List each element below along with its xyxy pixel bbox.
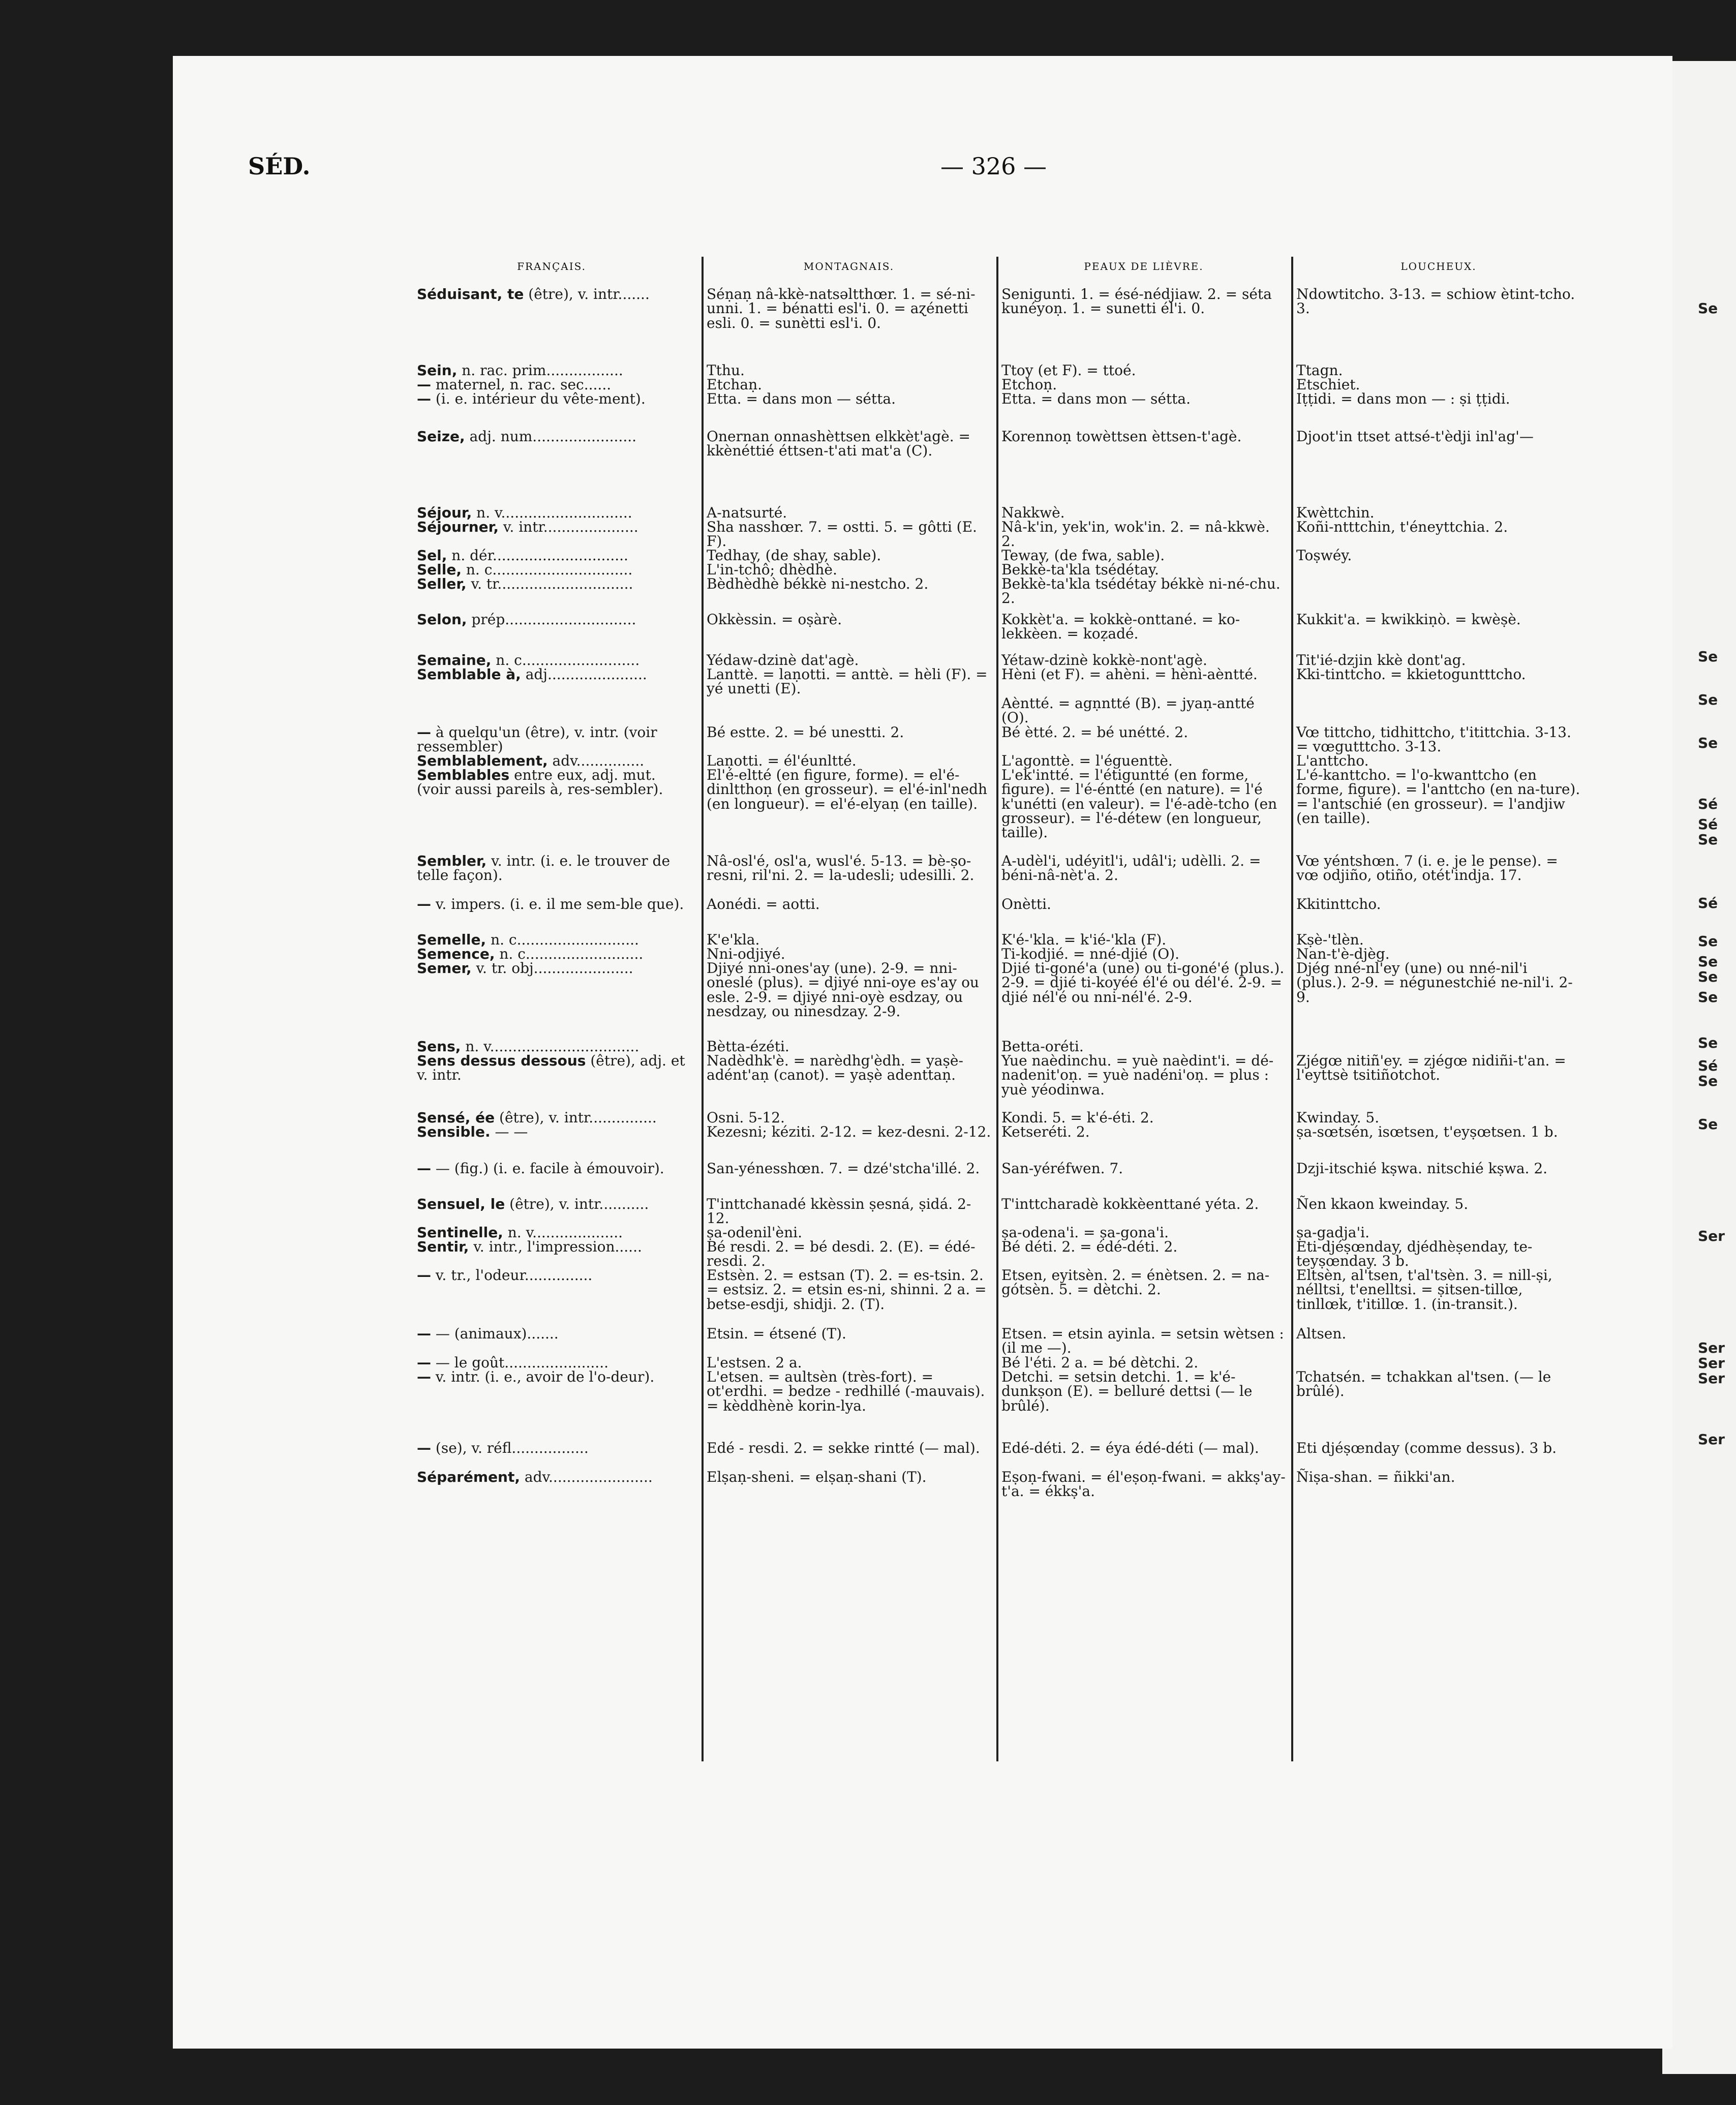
translation-pl: ṣa-odena'i. = ṣa-gona'i. [1001,1224,1169,1241]
column-divider [996,257,998,1761]
translation-lo: Iṭṭidi. = dans mon — : ṣi ṭṭidi. [1296,390,1510,407]
translation-mo: ṣa-odenil'èni. [707,1224,802,1241]
translation-pl: K'é-'kla. = k'ié-'kla (F). [1001,931,1167,948]
headword-gloss: v. intr. (i. e., avoir de l'o-deur). [435,1368,655,1385]
translation-mo: K'e'kla. [707,931,760,948]
translation-pl: Nâ-k'in, yek'in, wok'in. 2. = nâ-kkwè. 2. [1001,518,1270,550]
entry-headword [417,961,691,975]
headword-gloss: n. c.......................... [499,945,644,962]
entry-headword [417,392,691,406]
translation-mo: Aonédi. = aotti. [707,896,820,912]
translation-lo: Eti-djéṣœnday, djédhèṣenday, te-teyṣœnday. 3 b. [1296,1238,1533,1270]
facing-page-fragment: Se [1698,300,1718,317]
headword: Sel, [417,547,447,564]
translation-lo: Ñiṣa-shan. = ñikki'an. [1296,1469,1455,1485]
headword-gloss: n. v.................... [507,1224,623,1241]
facing-page-fragment: Se [1698,1073,1718,1089]
headword: Sensible. [417,1123,491,1140]
translation-pl: Korennoṇ towèttsen èttsen-t'agè. [1001,428,1242,445]
headword: Semblables [417,767,510,783]
headword-gloss: entre eux, adj. mut. (voir aussi pareils à, res-sembler). [417,767,663,798]
facing-page-fragment: Sé [1698,895,1718,911]
translation-lo: L'é-kanttcho. = l'o-kwanttcho (en forme, figure). = l'anttcho (en na-ture). = l'antschié (en grosseur). = l'andjiw (en taille). [1296,767,1580,827]
headword-gloss: (être), v. intr............... [499,1109,657,1126]
headword: Selle, [417,561,462,578]
headword-gloss: maternel, n. rac. sec...... [435,376,612,393]
translation-mo: Sha nasshœr. 7. = ostti. 5. = gôtti (E. F). [707,518,977,550]
translation-mo: Etsin. = étsené (T). [707,1325,846,1342]
translation-mo: Yédaw-dzinè dat'agè. [707,652,859,668]
translation-pl: Ti-kodjié. = nné-djié (O). [1001,945,1180,962]
headword: Sens, [417,1038,461,1055]
entry-headword [417,1125,691,1139]
translation-mo: Edé - resdi. 2. = sekke rintté (— mal). [707,1440,980,1456]
translation-pl: Yétaw-dzinè kokkè-nont'agè. [1001,652,1207,668]
entry-headword [417,430,691,444]
translation-lo: Etschiet. [1296,376,1360,393]
translation-pl: Bé l'éti. 2 a. = bé dètchi. 2. [1001,1354,1199,1371]
translation-lo: Djég nné-nl'ey (une) ou nné-nil'i (plus.). 2-9. = négunestchié ne-nil'i. 2-9. [1296,960,1573,1005]
translation-mo: Bé resdi. 2. = bé desdi. 2. (E). = édé-resdi. 2. [707,1238,976,1270]
column-header-peaux-de-lievre: PEAUX DE LIÈVRE. [1084,260,1204,272]
headword-gloss: — — [495,1123,528,1140]
translation-mo: L'etsen. = aultsèn (très-fort). = ot'erdhi. = bedze - redhillé (-mauvais). = kèddhènè korin-lya. [707,1368,985,1414]
translation-pl: L'agonttè. = l'éguenttè. [1001,752,1173,769]
translation-lo: Kwèttchin. [1296,504,1375,521]
translation-mo: Okkèssin. = oṣàrè. [707,611,842,628]
facing-page-fragment: Ser [1698,1370,1725,1387]
translation-mo: L'in-tchô; dhèdhè. [707,561,837,578]
translation-pl: T'inttcharadè kokkèenttané yéta. 2. [1001,1196,1259,1212]
headword: Sensuel, le [417,1196,505,1212]
headword: — [417,1267,431,1284]
translation-pl: Djié ti-goné'a (une) ou ti-goné'é (plus.). 2-9. = djié ti-koyéé él'é ou dél'é. 2-9. = djié nél'é ou nni-nél'é. 2-9. [1001,960,1285,1005]
translation-lo: Kukkit'a. = kwikkiṇò. = kwèṣè. [1296,611,1521,628]
headword-gloss: n. c.......................... [496,652,640,668]
facing-page-fragment: Sé [1698,816,1718,833]
translation-lo: Kwinday. 5. [1296,1109,1380,1126]
facing-page-fragment: Se [1698,735,1718,751]
headword-gloss: — le goût....................... [435,1354,609,1371]
headword-gloss: (être), v. intr....... [528,286,650,302]
headword-gloss: n. rac. prim................. [462,362,623,379]
translation-lo: Zjégœ nitiñ'ey. = zjégœ nidiñi-t'an. = l'eyttsè tsitiñotchot. [1296,1052,1566,1084]
facing-page-fragment: Se [1698,691,1718,708]
headword: — [417,1325,431,1342]
translation-pl: Teway, (de fwa, sable). [1001,547,1165,564]
translation-mo: Elṣaṇ-sheni. = elṣaṇ-shani (T). [707,1469,927,1485]
translation-pl: L'ek'intté. = l'étiguntté (en forme, figure). = l'é-éntté (en nature). = l'é k'unétti (en valeur). = l'é-adè-tcho (en grosseur). = l'é-détew (en longueur, taille). [1001,767,1277,841]
translation-mo: Bé estte. 2. = bé unestti. 2. [707,724,904,741]
translation-pl: San-yéréfwen. 7. [1001,1160,1123,1177]
headword-gloss: (être), v. intr........... [509,1196,649,1212]
headword-gloss: n. dér.............................. [451,547,628,564]
headword: Séjourner, [417,518,499,535]
headword: Sentir, [417,1238,469,1255]
translation-mo: Osni. 5-12. [707,1109,785,1126]
translation-lo: Tit'ié-dzjin kkè dont'ag. [1296,652,1466,668]
facing-page-fragment: Se [1698,1116,1718,1133]
translation-mo: Bèdhèdhè békkè ni-nestcho. 2. [707,575,929,592]
column-divider [702,257,704,1761]
entry-headword [417,1370,691,1384]
headword-gloss: adj. num....................... [469,428,637,445]
translation-lo: Ttagn. [1296,362,1343,379]
translation-pl: Detchi. = setsin detchi. 1. = k'é-dunkṣon (E). = belluré dettsi (— le brûlé). [1001,1368,1253,1414]
headword-gloss: adj...................... [525,666,647,683]
translation-mo: Onernan onnashèttsen elkkèt'agè. = kkènéttié éttsen-t'ati mat'a (C). [707,428,970,460]
translation-lo: Vœ yéntshœn. 7 (i. e. je le pense). = vœ odjiño, otiño, otét'indja. 17. [1296,852,1558,884]
headword: Semblable à, [417,666,521,683]
translation-lo: ṣa-gadja'i. [1296,1224,1369,1241]
entry-headword [417,1470,691,1484]
headword: — [417,1440,431,1456]
translation-pl: A-udèl'i, udéyitl'i, udâl'i; udèlli. 2. = béni-nâ-nèt'a. 2. [1001,852,1261,884]
translation-pl: Nakkwè. [1001,504,1065,521]
entry-headword [417,1441,691,1455]
entry-headword [417,1268,691,1283]
headword: — [417,1368,431,1385]
headword-gloss: (être), adj. et v. intr. [417,1052,685,1084]
headword: — [417,1354,431,1371]
translation-mo: Nni-odjiyé. [707,945,785,962]
translation-pl: Kokkèt'a. = kokkè-onttané. = ko-lekkèen. = koẓadé. [1001,611,1240,643]
headword-gloss: prép............................. [471,611,636,628]
headword: Semence, [417,945,495,962]
entry-headword [417,667,691,682]
entry-headword [417,577,691,591]
facing-page-fragment: Se [1698,933,1718,950]
headword-gloss: v. intr., l'impression...... [473,1238,642,1255]
translation-pl: Bekkè-ta'kla tsédétay. [1001,561,1159,578]
headword: Sensé, ée [417,1109,495,1126]
running-head: SÉD. [248,152,311,180]
translation-lo: Eti djéṣœnday (comme dessus). 3 b. [1296,1440,1557,1456]
translation-pl: Etta. = dans mon — sétta. [1001,390,1191,407]
facing-page-fragment: Se [1698,953,1718,970]
translation-mo: Tedhay, (de shay, sable). [707,547,881,564]
entry-headword [417,1197,691,1211]
entry-headword [417,520,691,534]
headword-gloss: n. c............................... [466,561,633,578]
translation-pl: Ketseréti. 2. [1001,1123,1090,1140]
translation-mo: Estsèn. 2. = estsan (T). 2. = es-tsin. 2. = estsiz. 2. = etsin es-ni, shinni. 2 a. = betse-esdji, shidji. 2. (T). [707,1267,987,1313]
translation-mo: Bètta-ézéti. [707,1038,789,1055]
headword: Séjour, [417,504,472,521]
translation-mo: Etchaṇ. [707,376,763,393]
headword: Semblablement, [417,752,548,769]
column-header-montagnais: MONTAGNAIS. [803,260,895,272]
translation-mo: Nâ-osl'é, osl'a, wusl'é. 5-13. = bè-ṣo-resni, ril'ni. 2. = la-udesli; udesilli. 2. [707,852,974,884]
entry-headword [417,613,691,627]
translation-pl: Yue naèdinchu. = yuè naèdint'i. = dé-nadenit'oṇ. = yuè nadéni'oṇ. = plus : yuè yéodinwa. [1001,1052,1274,1098]
headword-gloss: — (animaux)....... [435,1325,559,1342]
translation-pl: Hèni (et F). = ahèni. = hènì-aèntté. [1001,666,1258,683]
translation-pl: Senigunti. 1. = ésé-nédjiaw. 2. = séta kunéyoṇ. 1. = sunetti él'i. 0. [1001,286,1272,317]
entry-headword [417,897,691,911]
translation-mo: Etta. = dans mon — sétta. [707,390,896,407]
translation-lo: ṣa-sœtsén, isœtsen, t'eyṣœtsen. 1 b. [1296,1123,1558,1140]
translation-pl: Kondi. 5. = k'é-éti. 2. [1001,1109,1154,1126]
headword-gloss: (i. e. intérieur du vête-ment). [435,390,646,407]
entry-headword [417,1327,691,1341]
facing-page-fragment: Ser [1698,1339,1725,1356]
headword: Seller, [417,575,467,592]
translation-lo: Nan-t'è-djèg. [1296,945,1390,962]
translation-lo: Tchatsén. = tchakkan al'tsen. (— le brûlé). [1296,1368,1551,1400]
facing-page-fragment: Ser [1698,1228,1725,1244]
headword-gloss: v. tr.............................. [471,575,633,592]
translation-lo: Djoot'in ttset attsé-t'èdji inl'ag'— [1296,428,1534,445]
headword: Sentinelle, [417,1224,503,1241]
headword: Séduisant, te [417,286,524,302]
headword: Selon, [417,611,467,628]
translation-mo: Djiyé nni-ones'ay (une). 2-9. = nni-oneslé (plus). = djiyé nni-oye es'ay ou esle. 2-9. = djiyé nni-oyè esdzay, ou nesdzay, ou ninesdzay. 2-9. [707,960,979,1020]
facing-page-fragment: Se [1698,648,1718,665]
column-header-francais: FRANÇAIS. [517,260,586,272]
translation-pl: Bé déti. 2. = édé-déti. 2. [1001,1238,1178,1255]
translation-mo: Tthu. [707,362,745,379]
headword: Séparément, [417,1469,521,1485]
translation-pl: Edé-déti. 2. = éya édé-déti (— mal). [1001,1440,1259,1456]
entry-headword [417,1054,691,1083]
facing-page-fragment: Se [1698,989,1718,1005]
headword-gloss: — (fig.) (i. e. facile à émouvoir). [435,1160,664,1177]
translation-mo: A-natsurté. [707,504,787,521]
translation-pl: Etsen, eyitsèn. 2. = énètsen. 2. = na-gótsèn. 5. = dètchi. 2. [1001,1267,1270,1298]
translation-lo: Koñi-ntttchin, t'éneyttchia. 2. [1296,518,1508,535]
translation-pl: Ttoy (et F). = ttoé. [1001,362,1136,379]
headword-gloss: adv............... [552,752,645,769]
facing-page-fragment: Se [1698,968,1718,985]
translation-pl: Bekkè-ta'kla tsédétay békkè ni-né-chu. 2. [1001,575,1281,607]
headword-gloss: n. v............................. [476,504,632,521]
translation-lo: Kki-tinttcho. = kkietoguntttcho. [1296,666,1526,683]
headword: Sein, [417,362,458,379]
headword-gloss: à quelqu'un (être), v. intr. (voir ressembler) [417,724,657,755]
entry-headword [417,1162,691,1176]
headword: Sembler, [417,852,487,869]
headword: Seize, [417,428,465,445]
headword-gloss: v. tr., l'odeur............... [435,1267,593,1284]
headword: Semelle, [417,931,486,948]
translation-lo: Vœ tittcho, tidhittcho, t'itittchia. 3-13. = vœgutttcho. 3-13. [1296,724,1571,755]
headword: Semer, [417,960,472,977]
translation-lo: Ndowtitcho. 3-13. = schiow ètint-tcho. 3. [1296,286,1575,317]
facing-page-fragment: Sé [1698,1057,1718,1074]
translation-mo: L'estsen. 2 a. [707,1354,802,1371]
translation-lo: Kkitinttcho. [1296,896,1381,912]
translation-pl: Aèntté. = agṇntté (B). = jyaṇ-antté (O). [1001,695,1255,726]
facing-page-fragment: Se [1698,831,1718,848]
translation-pl: Bé ètté. 2. = bé unétté. 2. [1001,724,1189,741]
headword: — [417,896,431,912]
entry-headword [417,854,691,883]
facing-page-fragment: Sé [1698,796,1718,812]
translation-pl: Etsen. = etsin ayinla. = setsin wètsen : (il me —). [1001,1325,1284,1357]
headword-gloss: v. intr. (i. e. le trouver de telle façon). [417,852,671,884]
page-number: — 326 — [940,152,1047,180]
headword-gloss: v. tr. obj...................... [476,960,633,977]
column-header-loucheux: LOUCHEUX. [1400,260,1477,272]
headword: Semaine, [417,652,492,668]
translation-pl: Etchoṇ. [1001,376,1057,393]
facing-page-fragment: Ser [1698,1431,1725,1448]
translation-mo: El'é-eltté (en figure, forme). = el'é-dinltthoṇ (en grosseur). = el'é-inl'nedh (en longueur). = el'é-elyaṇ (en taille). [707,767,988,812]
translation-lo: Ñen kkaon kweinday. 5. [1296,1196,1469,1212]
headword-gloss: n. v................................. [465,1038,639,1055]
entry-headword [417,768,691,797]
headword: — [417,724,431,741]
headword-gloss: n. c........................... [491,931,639,948]
translation-lo: Kṣè-'tlèn. [1296,931,1364,948]
headword-gloss: v. intr..................... [503,518,638,535]
headword-gloss: v. impers. (i. e. il me sem-ble que). [435,896,684,912]
entry-headword [417,725,691,754]
translation-mo: Laṇotti. = él'éunltté. [707,752,857,769]
facing-page-fragment: Ser [1698,1355,1725,1371]
translation-mo: Kezesni; kéziti. 2-12. = kez-desni. 2-12. [707,1123,991,1140]
headword-gloss: adv....................... [524,1469,653,1485]
translation-lo: Dzji-itschié kṣwa. nitschié kṣwa. 2. [1296,1160,1548,1177]
translation-lo: Eltsèn, al'tsen, t'al'tsèn. 3. = nill-ṣi, nélltsi, t'enelltsi. = ṣitsen-tillœ, tinllœk, t'itillœ. 1. (in-transit.). [1296,1267,1552,1313]
headword: Sens dessus dessous [417,1052,586,1069]
translation-mo: Lanttè. = laṇotti. = anttè. = hèli (F). = yé unetti (E). [707,666,988,697]
translation-mo: Séṇaṇ nâ-kkè-natsəltthœr. 1. = sé-ni-unni. 1. = bénatti esl'i. 0. = aɀénetti esli. 0. = sunètti esl'i. 0. [707,286,976,331]
translation-lo: Toṣwéy. [1296,547,1352,564]
translation-pl: Betta-oréti. [1001,1038,1084,1055]
translation-mo: San-yénesshœn. 7. = dzé'stcha'illé. 2. [707,1160,980,1177]
headword: — [417,390,431,407]
translation-pl: Eṣoṇ-fwani. = él'eṣoṇ-fwani. = akkṣ'ay-t'a. = ékkṣ'a. [1001,1469,1286,1500]
headword: — [417,1160,431,1177]
entry-headword [417,1240,691,1254]
facing-page-fragment: Se [1698,1034,1718,1051]
translation-mo: Nadèdhk'è. = narèdhg'èdh. = yaṣè-adént'aṇ (canot). = yaṣè adenttaṇ. [707,1052,963,1084]
translation-mo: T'inttchanadé kkèssin ṣesná, ṣidá. 2-12. [707,1196,971,1227]
translation-pl: Onètti. [1001,896,1051,912]
headword-gloss: (se), v. réfl................. [435,1440,589,1456]
translation-lo: L'anttcho. [1296,752,1369,769]
entry-headword [417,287,691,301]
headword: — [417,376,431,393]
translation-lo: Altsen. [1296,1325,1347,1342]
column-divider [1291,257,1293,1761]
